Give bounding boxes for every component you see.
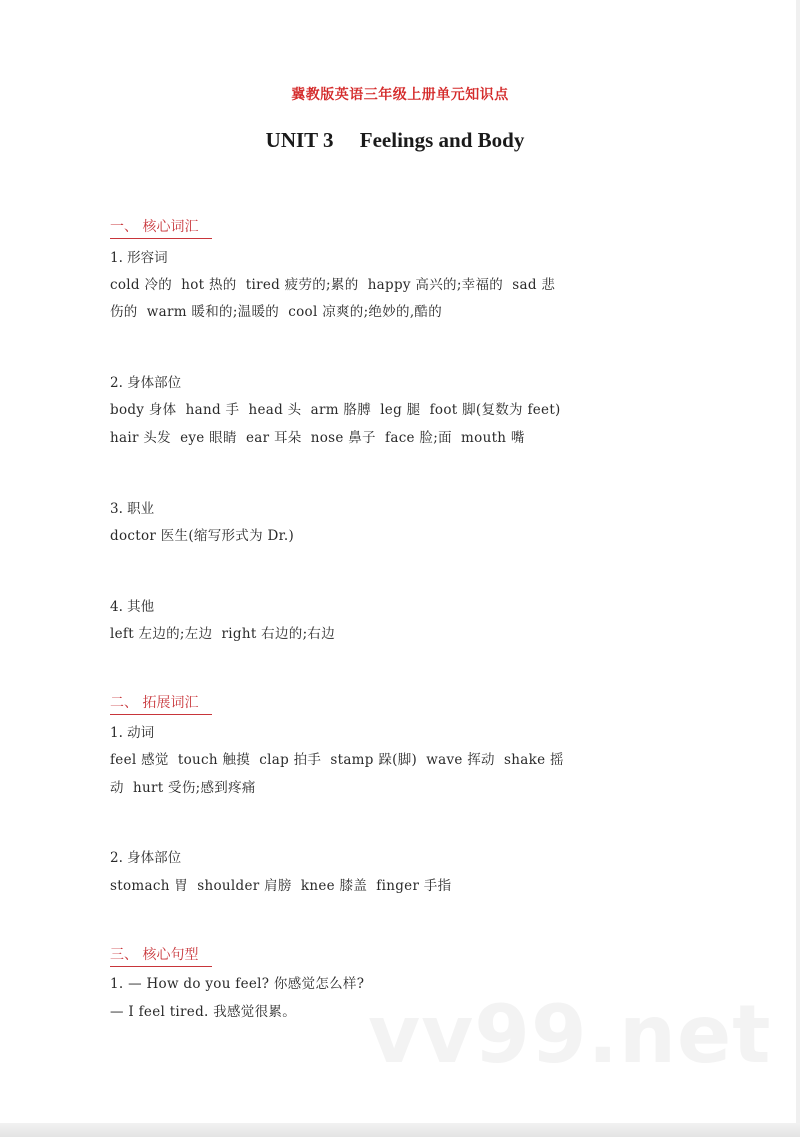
vocab-line: 伤的 warm 暖和的;温暖的 cool 凉爽的;绝妙的,酷的 xyxy=(110,304,443,320)
vocab-line: left 左边的;左边 right 右边的;右边 xyxy=(110,626,336,642)
vocab-line: 动 hurt 受伤;感到疼痛 xyxy=(110,780,256,796)
sentence-line: 1. — How do you feel? 你感觉怎么样? xyxy=(110,976,365,992)
section-heading-extended-vocabulary: 二、 拓展词汇 xyxy=(110,692,212,715)
section-heading-core-sentences: 三、 核心句型 xyxy=(110,944,212,967)
subheading-others: 4. 其他 xyxy=(110,599,155,615)
subheading-body-parts-extended: 2. 身体部位 xyxy=(110,850,182,866)
sentence-line: — I feel tired. 我感觉很累。 xyxy=(110,1004,297,1020)
subheading-verbs: 1. 动词 xyxy=(110,725,155,741)
subheading-adjectives: 1. 形容词 xyxy=(110,250,168,266)
unit-title: UNIT 3 Feelings and Body xyxy=(265,128,525,152)
watermark: vv99.net xyxy=(368,988,772,1081)
vocab-line: cold 冷的 hot 热的 tired 疲劳的;累的 happy 高兴的;幸福的 sad 悲 xyxy=(110,277,556,293)
page-edge xyxy=(0,1123,800,1137)
page-edge xyxy=(796,0,800,1137)
vocab-line: stomach 胃 shoulder 肩膀 knee 膝盖 finger 手指 xyxy=(110,878,452,894)
document-header: 冀教版英语三年级上册单元知识点 xyxy=(291,87,509,103)
section-heading-core-vocabulary: 一、 核心词汇 xyxy=(110,216,212,239)
vocab-line: feel 感觉 touch 触摸 clap 拍手 stamp 跺(脚) wave 挥动 shake 摇 xyxy=(110,752,564,768)
vocab-line: doctor 医生(缩写形式为 Dr.) xyxy=(110,528,295,544)
vocab-line: body 身体 hand 手 head 头 arm 胳膊 leg 腿 foot 脚(复数为 feet) xyxy=(110,402,561,418)
vocab-line: hair 头发 eye 眼睛 ear 耳朵 nose 鼻子 face 脸;面 mouth 嘴 xyxy=(110,430,525,446)
subheading-occupation: 3. 职业 xyxy=(110,501,155,517)
subheading-body-parts: 2. 身体部位 xyxy=(110,375,182,391)
